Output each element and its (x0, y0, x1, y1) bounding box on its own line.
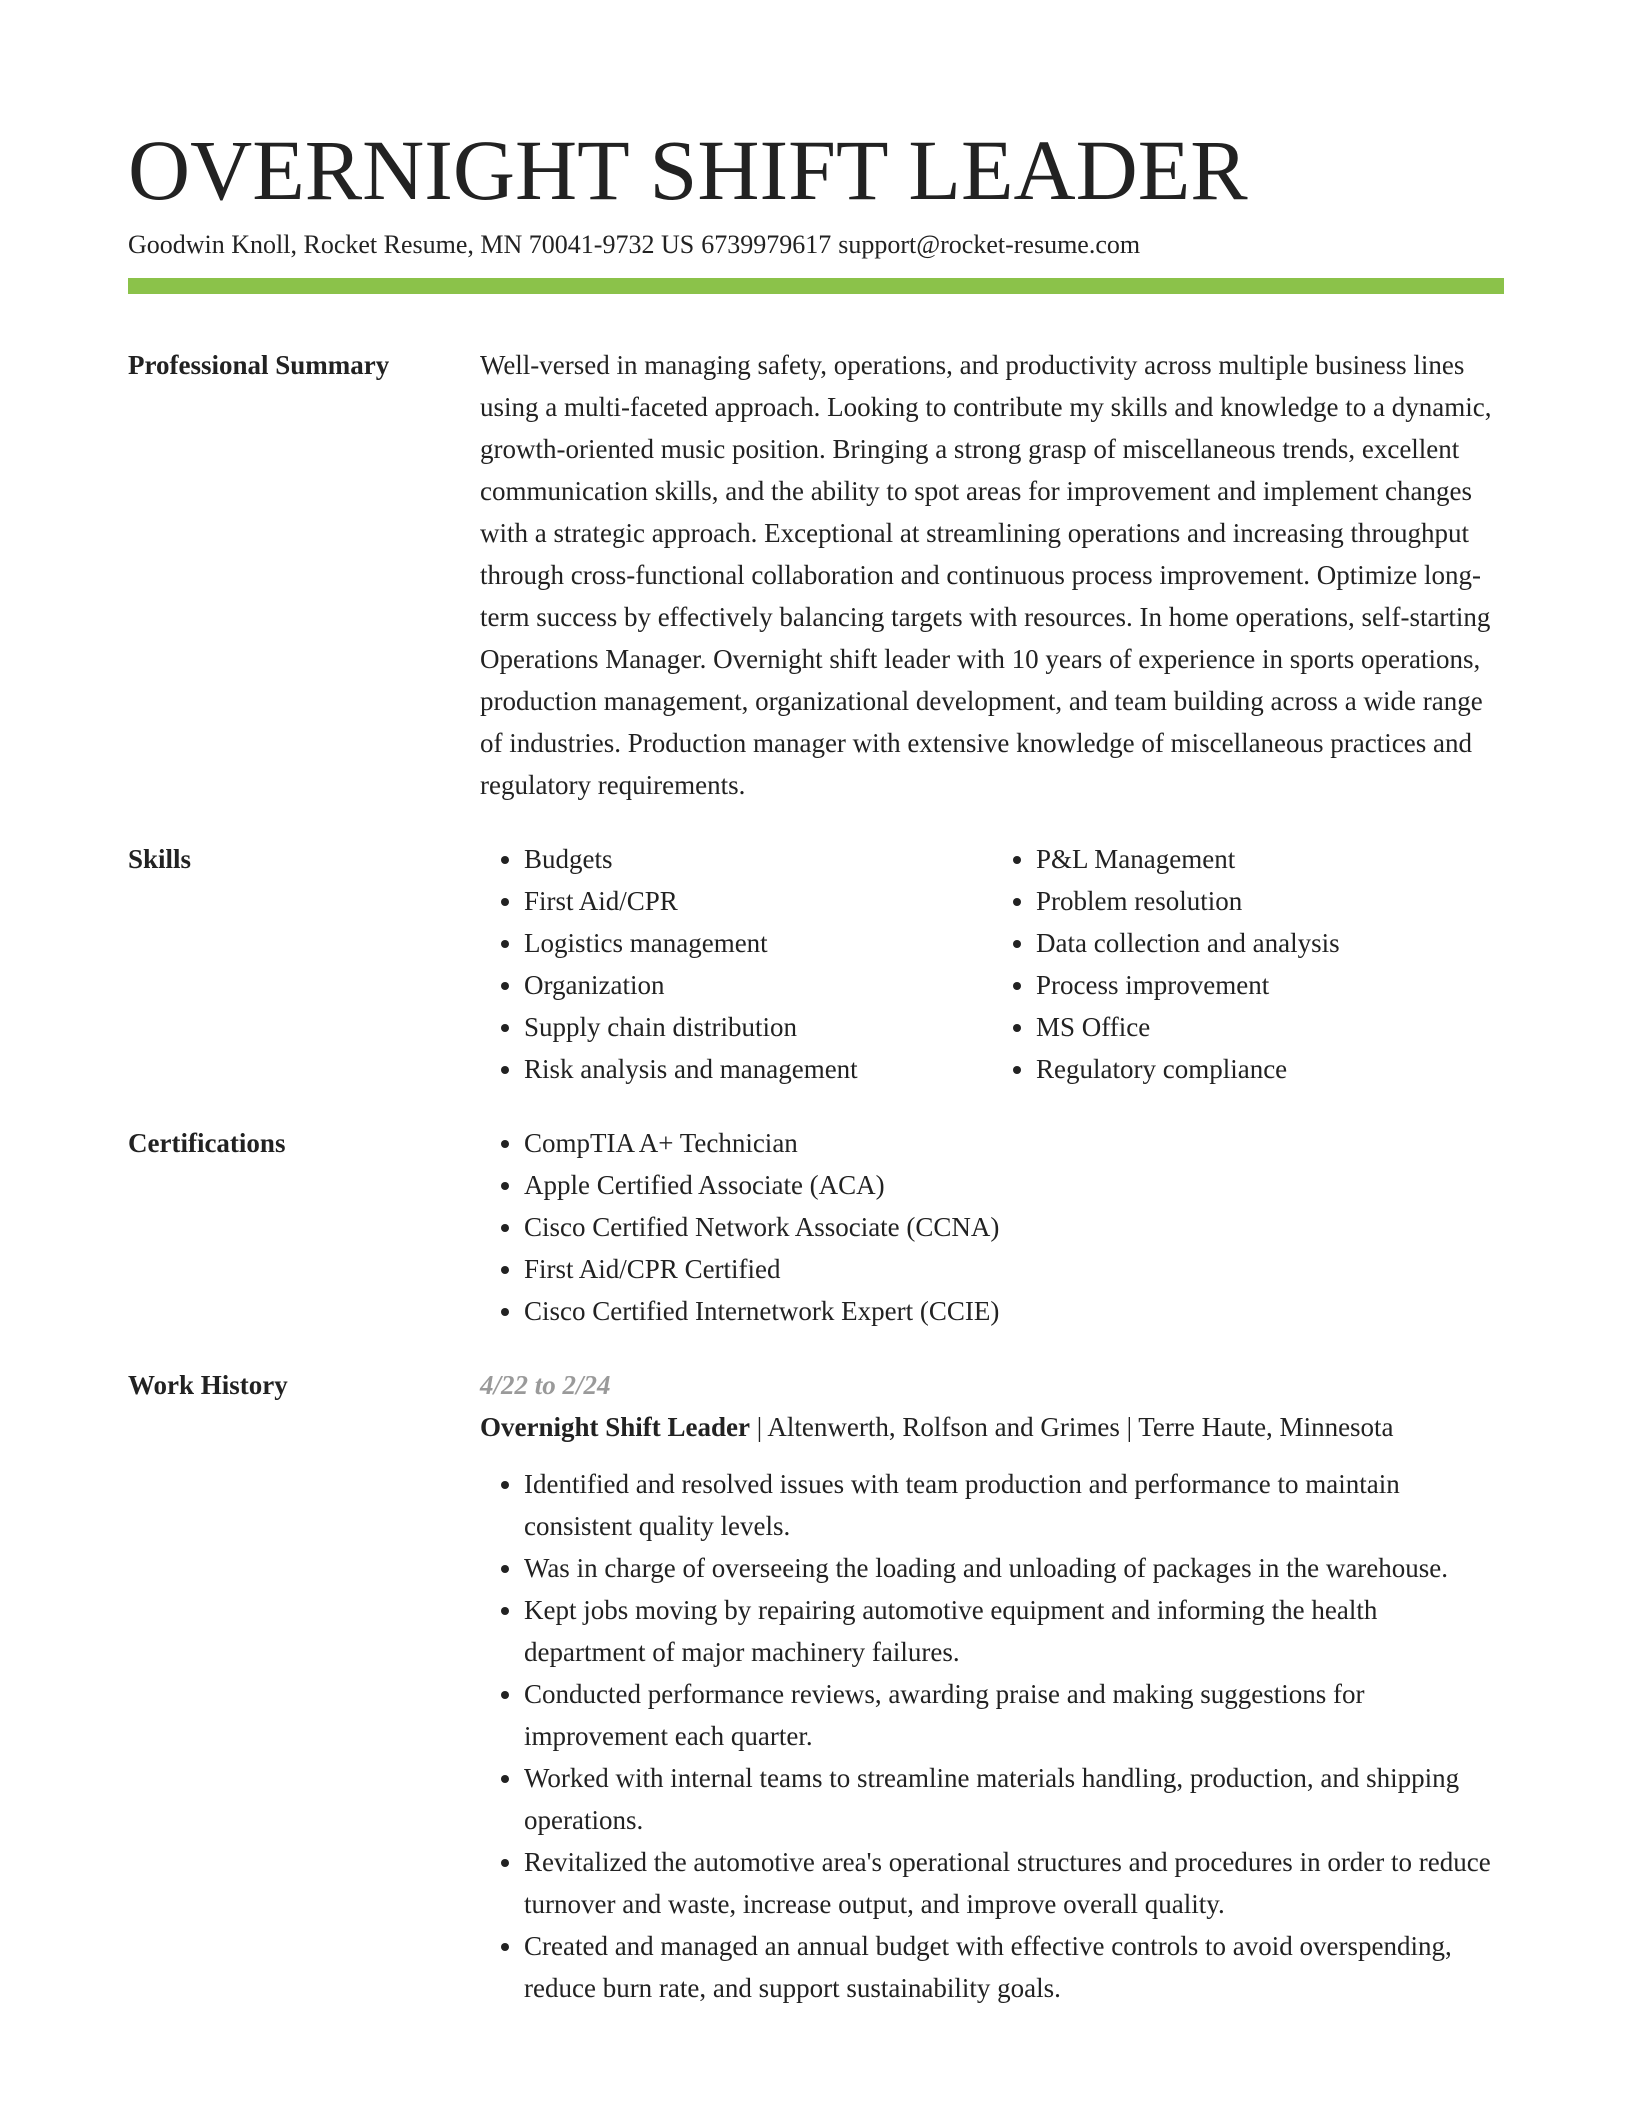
job-duty-item: • Identified and resolved issues with team production and performance to maintain consistent quality levels. (524, 1463, 1504, 1547)
job-duties-list (480, 1463, 1504, 2009)
job-duty-item: • Revitalized the automotive area's operational structures and procedures in order to reduce turnover and waste, increase output, and improve overall quality. (524, 1841, 1504, 1925)
contact-email: support@rocket-resume.com (838, 230, 1141, 259)
skills-list-left (480, 838, 992, 1090)
skill-item: • First Aid/CPR (524, 880, 992, 922)
job-location: Terre Haute, Minnesota (1138, 1412, 1394, 1442)
summary-section (128, 344, 1504, 806)
job-separator: | (756, 1412, 763, 1442)
summary-title: Professional Summary (128, 350, 390, 380)
summary-text: Well-versed in managing safety, operations, and productivity across multiple business lines using a multi-faceted approach. Looking to contribute my skills and knowledge to a dynamic, growth-oriented music position. Bringing a strong grasp of miscellaneous trends, excellent communication skills, and the ability to spot areas for improvement and implement changes with a strategic approach. Exceptional at streamlining operations and increasing throughput through cross-functional collaboration and continuous process improvement. Optimize long-term success by effectively balancing targets with resources. In home operations, self-starting Operations Manager. Overnight shift leader with 10 years of experience in sports operations, production management, organizational development, and team building across a wide range of industries. Production manager with extensive knowledge of miscellaneous practices and regulatory requirements. (480, 350, 1492, 800)
skills-section (128, 838, 1504, 1090)
contact-phone: 6739979617 (701, 230, 832, 259)
accent-divider (128, 278, 1504, 294)
skills-columns (480, 838, 1504, 1090)
certifications-title: Certifications (128, 1128, 286, 1158)
job-duty-item: • Kept jobs moving by repairing automotive equipment and informing the health department of major machinery failures. (524, 1589, 1504, 1673)
contact-address: Goodwin Knoll, Rocket Resume, MN 70041-9732 US (128, 230, 695, 259)
certifications-list (480, 1122, 1504, 1332)
job-duty-item: • Conducted performance reviews, awarding praise and making suggestions for improvement each quarter. (524, 1673, 1504, 1757)
skill-item: • Supply chain distribution (524, 1006, 992, 1048)
skill-item: • P&L Management (1036, 838, 1504, 880)
certification-item: • First Aid/CPR Certified (524, 1248, 1504, 1290)
job-separator: | (1126, 1412, 1133, 1442)
skill-item: • Problem resolution (1036, 880, 1504, 922)
certifications-section (128, 1122, 1504, 1332)
work-history-title: Work History (128, 1370, 288, 1400)
skill-item: • Data collection and analysis (1036, 922, 1504, 964)
skill-item: • Budgets (524, 838, 992, 880)
skill-item: • Logistics management (524, 922, 992, 964)
skill-item: • Regulatory compliance (1036, 1048, 1504, 1090)
certification-item: • Apple Certified Associate (ACA) (524, 1164, 1504, 1206)
job-duty-item: • Worked with internal teams to streamline materials handling, production, and shipping operations. (524, 1757, 1504, 1841)
job-company: Altenwerth, Rolfson and Grimes (767, 1412, 1120, 1442)
job-duty-item: • Created and managed an annual budget with effective controls to avoid overspending, reduce burn rate, and support sustainability goals. (524, 1925, 1504, 2009)
job-dates: 4/22 to 2/24 (480, 1370, 611, 1400)
job-heading (480, 1406, 1504, 1448)
skill-item: • Process improvement (1036, 964, 1504, 1006)
contact-line (128, 228, 1504, 262)
certification-item: • CompTIA A+ Technician (524, 1122, 1504, 1164)
job-title: Overnight Shift Leader (480, 1412, 750, 1442)
certification-item: • Cisco Certified Internetwork Expert (CCIE) (524, 1290, 1504, 1332)
skills-list-right (992, 838, 1504, 1090)
skill-item: • MS Office (1036, 1006, 1504, 1048)
skill-item: • Organization (524, 964, 992, 1006)
skills-title: Skills (128, 844, 192, 874)
resume-name-heading: OVERNIGHT SHIFT LEADER (128, 122, 1248, 218)
job-entry (480, 1364, 1504, 2009)
resume-page (128, 0, 1504, 2009)
work-history-section (128, 1364, 1504, 2009)
skill-item: • Risk analysis and management (524, 1048, 992, 1090)
certifications-body (480, 1122, 1504, 1332)
job-duty-item: • Was in charge of overseeing the loading and unloading of packages in the warehouse. (524, 1547, 1504, 1589)
certification-item: • Cisco Certified Network Associate (CCNA) (524, 1206, 1504, 1248)
